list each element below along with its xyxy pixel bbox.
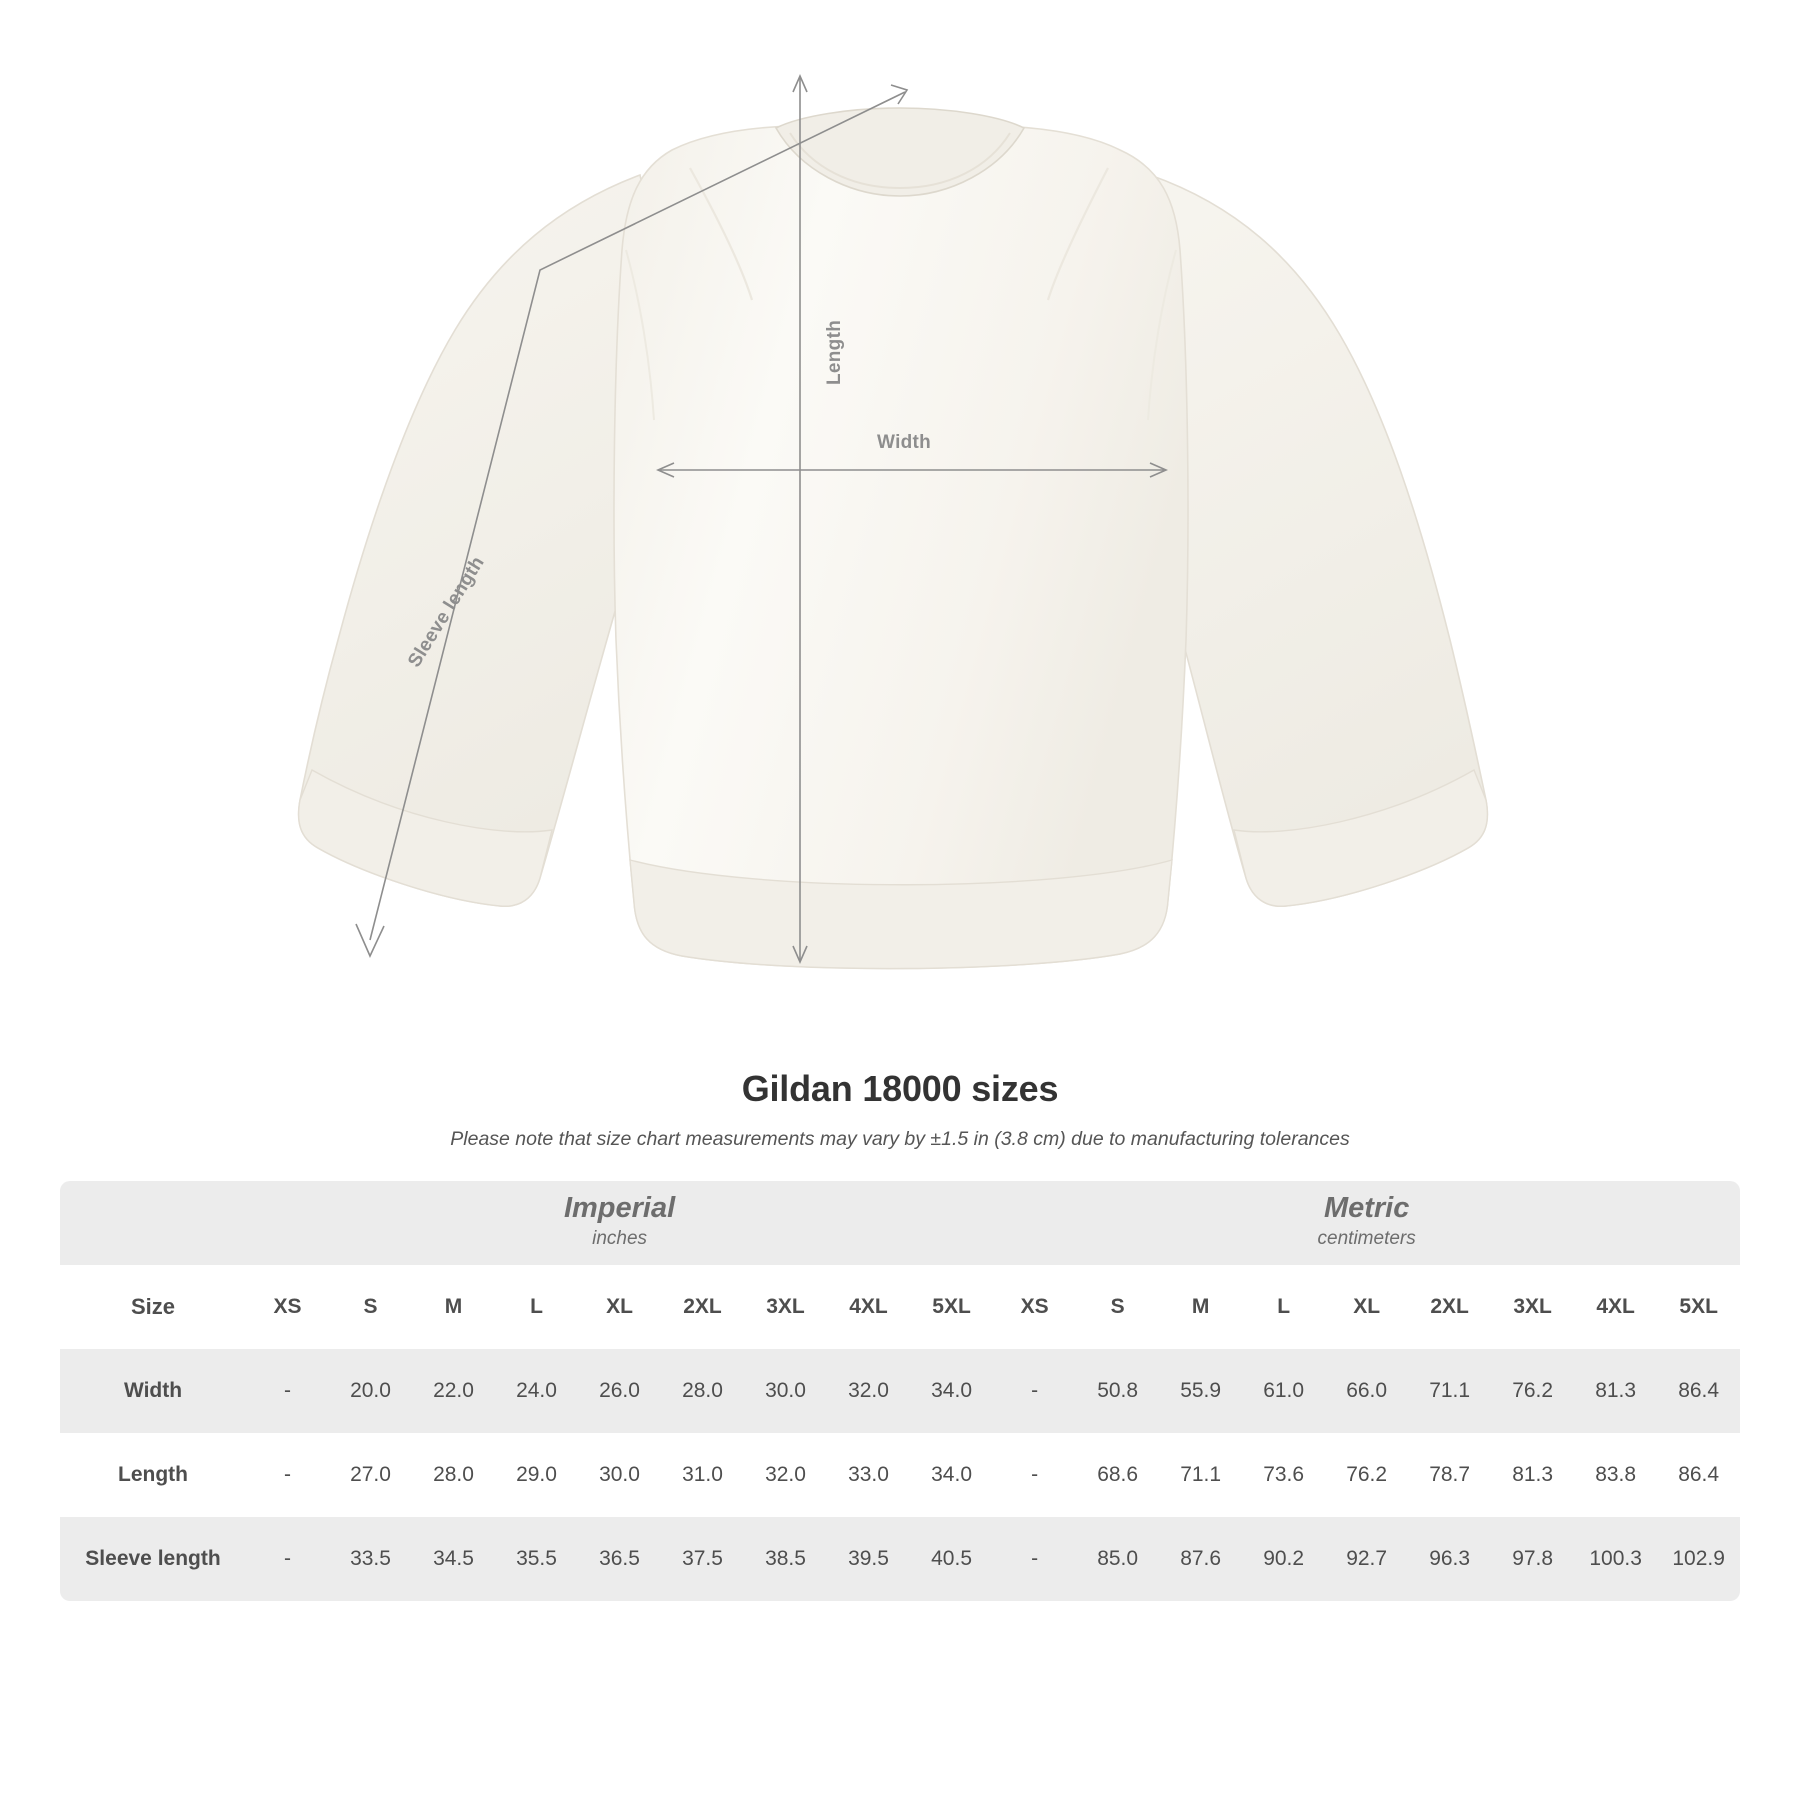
cell-length-metric-xs: - [993, 1433, 1076, 1517]
size-header-imperial-s: S [329, 1265, 412, 1349]
title-block [0, 1068, 1800, 1151]
cell-width-metric-2xl: 71.1 [1408, 1349, 1491, 1433]
cell-width-metric-4xl: 81.3 [1574, 1349, 1657, 1433]
cell-length-imperial-xl: 30.0 [578, 1433, 661, 1517]
cell-sleeve-metric-m: 87.6 [1159, 1517, 1242, 1601]
cell-sleeve-metric-5xl: 102.9 [1657, 1517, 1740, 1601]
size-header-imperial-2xl: 2XL [661, 1265, 744, 1349]
cell-length-imperial-4xl: 33.0 [827, 1433, 910, 1517]
cell-width-metric-l: 61.0 [1242, 1349, 1325, 1433]
unit-sub-imperial: inches [592, 1228, 648, 1250]
cell-sleeve-imperial-l: 35.5 [495, 1517, 578, 1601]
cell-width-metric-5xl: 86.4 [1657, 1349, 1740, 1433]
cell-length-imperial-xs: - [246, 1433, 329, 1517]
cell-length-metric-l: 73.6 [1242, 1433, 1325, 1517]
table-row-sleeve-length [60, 1517, 1740, 1601]
cell-sleeve-imperial-s: 33.5 [329, 1517, 412, 1601]
length-label: Length [824, 319, 845, 385]
cell-length-imperial-l: 29.0 [495, 1433, 578, 1517]
cell-width-imperial-5xl: 34.0 [910, 1349, 993, 1433]
cell-length-metric-5xl: 86.4 [1657, 1433, 1740, 1517]
size-header-metric-m: M [1159, 1265, 1242, 1349]
size-header-imperial-xl: XL [578, 1265, 661, 1349]
size-header-metric-xl: XL [1325, 1265, 1408, 1349]
cell-sleeve-imperial-3xl: 38.5 [744, 1517, 827, 1601]
sleeve-length-label: Sleeve length [404, 552, 489, 672]
unit-header-spacer [60, 1181, 246, 1265]
cell-sleeve-metric-2xl: 96.3 [1408, 1517, 1491, 1601]
size-header-label: Size [60, 1265, 246, 1349]
size-header-row [60, 1265, 1740, 1349]
tolerance-note: Please note that size chart measurements may vary by ±1.5 in (3.8 cm) due to manufacturing tolerances [450, 1128, 1350, 1150]
cell-length-imperial-s: 27.0 [329, 1433, 412, 1517]
cell-width-metric-3xl: 76.2 [1491, 1349, 1574, 1433]
size-header-metric-l: L [1242, 1265, 1325, 1349]
size-header-metric-5xl: 5XL [1657, 1265, 1740, 1349]
cell-length-metric-4xl: 83.8 [1574, 1433, 1657, 1517]
unit-name-imperial: Imperial [563, 1192, 676, 1225]
cell-sleeve-metric-3xl: 97.8 [1491, 1517, 1574, 1601]
cell-width-imperial-2xl: 28.0 [661, 1349, 744, 1433]
cell-sleeve-metric-4xl: 100.3 [1574, 1517, 1657, 1601]
cell-length-metric-2xl: 78.7 [1408, 1433, 1491, 1517]
cell-length-metric-3xl: 81.3 [1491, 1433, 1574, 1517]
size-header-metric-3xl: 3XL [1491, 1265, 1574, 1349]
size-header-metric-2xl: 2XL [1408, 1265, 1491, 1349]
cell-width-imperial-l: 24.0 [495, 1349, 578, 1433]
cell-sleeve-imperial-xs: - [246, 1517, 329, 1601]
row-label-sleeve-length: Sleeve length [60, 1517, 246, 1601]
table-row-width [60, 1349, 1740, 1433]
row-label-width: Width [60, 1349, 246, 1433]
unit-sub-metric: centimeters [1317, 1228, 1416, 1250]
cell-sleeve-imperial-5xl: 40.5 [910, 1517, 993, 1601]
unit-name-metric: Metric [1323, 1192, 1410, 1225]
chart-title: Gildan 18000 sizes [741, 1068, 1059, 1109]
size-header-imperial-5xl: 5XL [910, 1265, 993, 1349]
cell-sleeve-imperial-4xl: 39.5 [827, 1517, 910, 1601]
cell-length-imperial-2xl: 31.0 [661, 1433, 744, 1517]
cell-length-imperial-5xl: 34.0 [910, 1433, 993, 1517]
size-header-metric-xs: XS [993, 1265, 1076, 1349]
cell-width-imperial-s: 20.0 [329, 1349, 412, 1433]
cell-length-imperial-3xl: 32.0 [744, 1433, 827, 1517]
cell-width-imperial-xl: 26.0 [578, 1349, 661, 1433]
cell-width-imperial-3xl: 30.0 [744, 1349, 827, 1433]
size-header-imperial-xs: XS [246, 1265, 329, 1349]
width-label: Width [877, 432, 932, 453]
size-header-imperial-4xl: 4XL [827, 1265, 910, 1349]
cell-length-metric-s: 68.6 [1076, 1433, 1159, 1517]
cell-width-imperial-xs: - [246, 1349, 329, 1433]
cell-length-metric-xl: 76.2 [1325, 1433, 1408, 1517]
row-label-length: Length [60, 1433, 246, 1517]
size-header-imperial-l: L [495, 1265, 578, 1349]
unit-header-metric [993, 1181, 1740, 1265]
cell-width-metric-s: 50.8 [1076, 1349, 1159, 1433]
size-chart-table [60, 1181, 1740, 1601]
cell-sleeve-metric-l: 90.2 [1242, 1517, 1325, 1601]
cell-sleeve-metric-s: 85.0 [1076, 1517, 1159, 1601]
cell-sleeve-metric-xl: 92.7 [1325, 1517, 1408, 1601]
cell-sleeve-imperial-xl: 36.5 [578, 1517, 661, 1601]
cell-sleeve-imperial-2xl: 37.5 [661, 1517, 744, 1601]
cell-length-imperial-m: 28.0 [412, 1433, 495, 1517]
cell-width-imperial-m: 22.0 [412, 1349, 495, 1433]
unit-header-imperial [246, 1181, 993, 1265]
cell-width-imperial-4xl: 32.0 [827, 1349, 910, 1433]
cell-length-metric-m: 71.1 [1159, 1433, 1242, 1517]
cell-sleeve-imperial-m: 34.5 [412, 1517, 495, 1601]
table-row-length [60, 1433, 1740, 1517]
size-header-metric-s: S [1076, 1265, 1159, 1349]
cell-sleeve-metric-xs: - [993, 1517, 1076, 1601]
unit-header-row [60, 1181, 1740, 1265]
size-header-imperial-3xl: 3XL [744, 1265, 827, 1349]
size-header-imperial-m: M [412, 1265, 495, 1349]
cell-width-metric-xs: - [993, 1349, 1076, 1433]
size-header-metric-4xl: 4XL [1574, 1265, 1657, 1349]
cell-width-metric-m: 55.9 [1159, 1349, 1242, 1433]
cell-width-metric-xl: 66.0 [1325, 1349, 1408, 1433]
size-chart-table-wrapper [60, 1181, 1740, 1601]
